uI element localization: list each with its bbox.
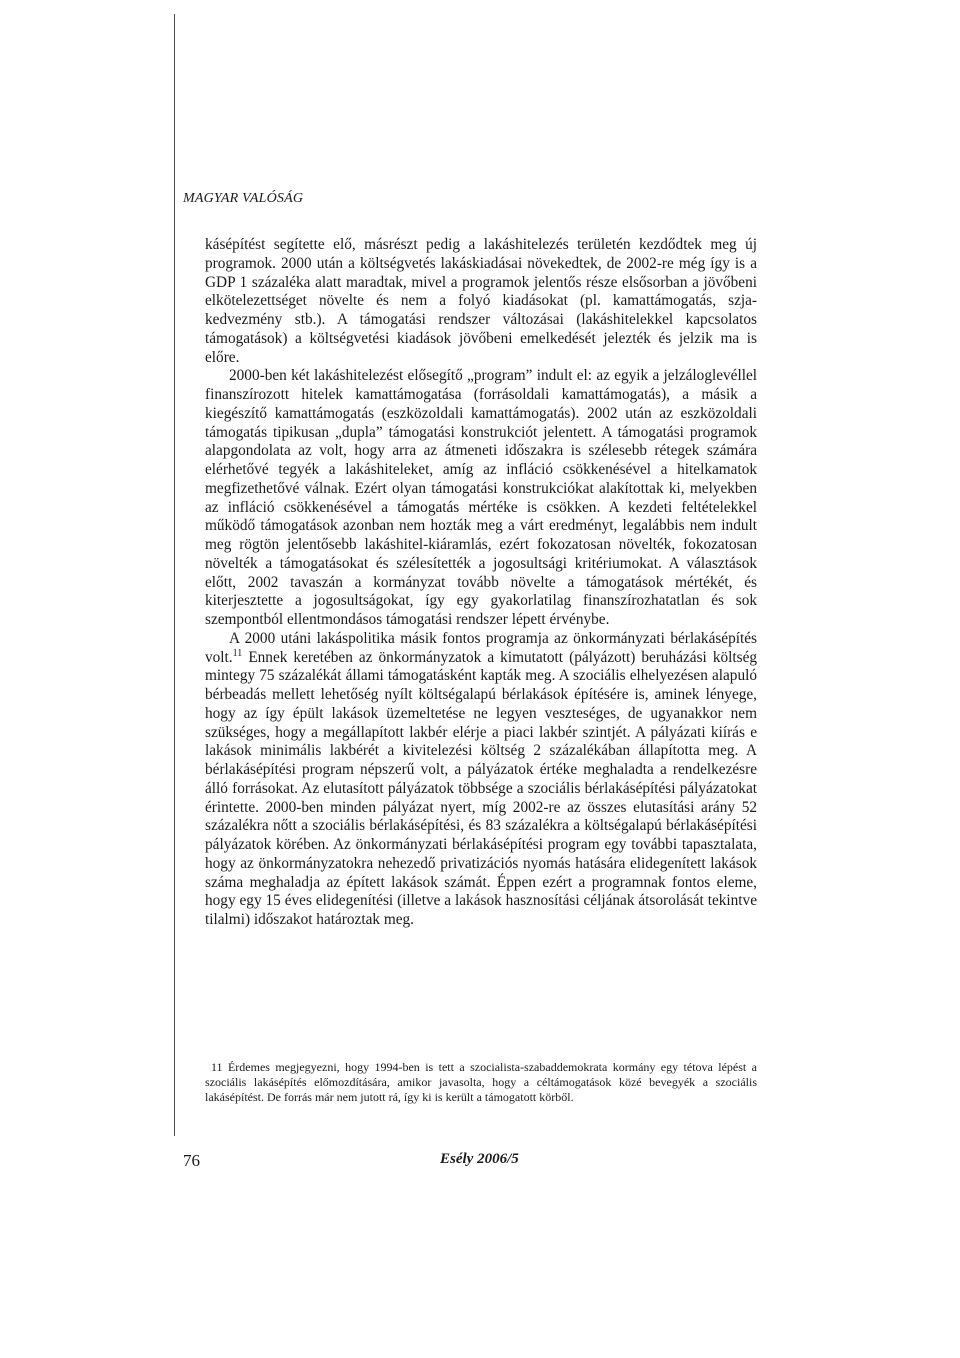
running-head: MAGYAR VALÓSÁG — [183, 191, 304, 206]
paragraph-3-rest: Ennek keretében az önkormányzatok a kimutatott (pályázott) beruházási költség mintegy 75 százalékát állami támogatásként kapták meg. A szociális elhelyezésen alapuló bérbeadás mellett lehetőség nyílt költségalapú bérlakások építésére is, aminek lényege, hogy az így épült lakások üzemeltetése ne legyen veszteséges, de ugyanakkor nem szükséges, hogy a megállapított lakbér elérje a piaci lakbér szintjét. A pályázati kiírás e lakások minimális lakbérét a kivitelezési költség 2 százalékában állapította meg. A bérlakásépítési program népszerű volt, a pályázatok értéke meghaladta a rendelkezésre álló forrásokat. Az elutasított pályázatok többsége a szociális bérlakásépítési pályázatokat érintette. 2000-ben minden pályázat nyert, míg 2002-re az összes elutasítási arány 52 százalékra nőtt a szociális bérlakásépítési, és 83 százalékra a költségalapú bérlakásépítési pályázatok körében. Az önkormányzati bérlakásépítési program egy további tapasztalata, hogy az önkormányzatokra nehezedő privatizációs nyomás hatására elidegenített lakások száma meghaladja az épített lakások számát. Éppen ezért a programnak fontos eleme, hogy egy 15 éves elidegenítési (illetve a lakások hasznosítási céljának átsorolását tekintve tilalmi) időszakot határoztak meg. — [205, 648, 758, 928]
paragraph-1: kásépítést segítette elő, másrészt pedig a lakáshitelezés területén kezdődtek meg új programok. 2000 után a költségvetés lakáskiadásai növekedtek, de 2002-re még így is a GDP 1 százaléka alatt maradtak, mivel a programok jelentős része elsősorban a jövőbeni elkötelezettséget növelte és nem a folyó kiadásokat (pl. kamattámogatás, szja-kedvezmény stb.). A támogatási rendszer változásai (lakáshitelekkel kapcsolatos támogatások) a költségvetési kiadások jövőbeni emelkedését jelezték és jelzik ma is előre. — [205, 236, 757, 366]
page-number: 76 — [183, 1151, 200, 1170]
margin-rule — [174, 14, 175, 1136]
footnote: 11 Érdemes megjegyezni, hogy 1994-ben is tett a szocialista-szabaddemokrata kormány egy tétova lépést a szociális lakásépítés előmozdítására, amikor javasolta, hogy a céltámogatások közé bevegyék a szociális lakásépítést. De forrás már nem jutott rá, így ki is került a támogatott körből. — [205, 1060, 757, 1104]
body-text — [205, 236, 757, 930]
footnote-reference[interactable]: 11 — [232, 647, 243, 659]
paragraph-2: 2000-ben két lakáshitelezést elősegítő „program” indult el: az egyik a jelzáloglevéllel finanszírozott hitelek kamattámogatása (forrásoldali kamattámogatás), a másik a kiegészítő kamattámogatás (eszközoldali kamattámogatás). 2002 után az eszközoldali támogatás tipikusan „dupla” támogatási konstrukciót jelentett. A támogatási programok alapgondolata az volt, hogy arra az átmeneti időszakra is szélesebb rétegek számára elérhetővé tegyék a lakáshiteleket, amíg az infláció csökkenésével a hitelkamatok megfizethetővé válnak. Ezért olyan támogatási konstrukciókat alakítottak ki, melyekben az infláció csökkenésével a támogatás mértéke is csökken. A kezdeti feltételekkel működő támogatások azonban nem hozták meg a várt eredményt, legalábbis nem indult meg rögtön jelentősebb lakáshitel-kiáramlás, ezért fokozatosan növelték, fokozatosan növelték a támogatásokat és szélesítették a jogosultsági kritériumokat. A választások előtt, 2002 tavaszán a kormányzat tovább növelte a támogatások mértékét, és kiterjesztette a jogosultságokat, így egy gyakorlatilag finanszírozhatatlan és sok szempontból ellentmondásos támogatási rendszer lépett érvénybe. — [205, 367, 757, 628]
journal-issue: Esély 2006/5 — [440, 1151, 519, 1167]
paragraph-3-lead: A 2000 utáni lakáspolitika másik fontos programja az önkormányzati bérlakásépítés volt. — [205, 629, 757, 666]
paragraph-3 — [205, 630, 757, 930]
